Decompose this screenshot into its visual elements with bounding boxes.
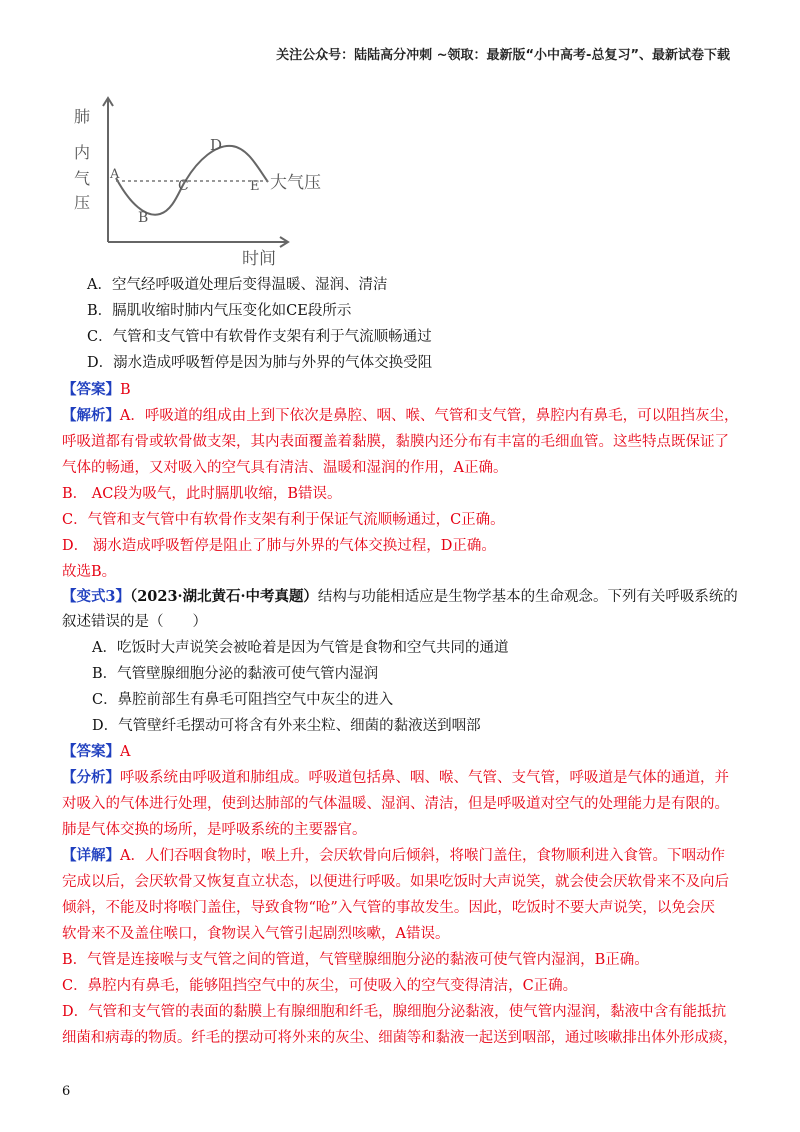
- analysis-2-line-3: 肺是气体交换的场所，是呼吸系统的主要器官。: [62, 822, 367, 838]
- variant-stem-1: 结构与功能相适应是生物学基本的生命观念。下列有关呼吸系统的: [317, 589, 738, 605]
- pressure-curve: [116, 146, 268, 215]
- analysis-tag: 【分析】: [62, 769, 120, 786]
- answer-tag: 【答案】: [62, 381, 120, 398]
- point-b-label: B: [138, 210, 149, 226]
- detail-tag: 【详解】: [62, 847, 120, 864]
- question-option-b: B．膈肌收缩时肺内气压变化如CE段所示: [87, 303, 352, 319]
- answer-2: [62, 742, 130, 762]
- question-option-a: A．空气经呼吸道处理后变得温暖、湿润、清洁: [87, 277, 388, 293]
- detail-line-7: D．气管和支气管的表面的黏膜上有腺细胞和纤毛，腺细胞分泌黏液，使气管内湿润，黏液中含有能抵抗: [62, 1004, 727, 1020]
- variant-option-c: C．鼻腔前部生有鼻毛可阻挡空气中灰尘的进入: [92, 692, 394, 708]
- y-label-4: 压: [74, 193, 91, 212]
- detail-line-5: B．气管是连接喉与支气管之间的管道，气管壁腺细胞分泌的黏液可使气管内湿润，B正确。: [62, 952, 649, 968]
- point-e-label: E: [250, 179, 260, 194]
- analysis-1-line-4: B． AC段为吸气，此时膈肌收缩，B错误。: [62, 486, 342, 502]
- detail-line-8: 细菌和病毒的物质。纤毛的摆动可将外来的灰尘、细菌等和黏液一起送到咽部，通过咳嗽排出体外形成痰，: [62, 1030, 738, 1046]
- question-option-c: C．气管和支气管中有软骨作支架有利于气流顺畅通过: [87, 329, 432, 345]
- point-c-label: C: [178, 178, 189, 194]
- analysis-1-line-2: 呼吸道都有骨或软骨做支架，其内表面覆盖着黏膜，黏膜内还分布有丰富的毛细血管。这些特点既保证了: [62, 434, 729, 450]
- analysis-tag: 【解析】: [62, 407, 120, 424]
- analysis-1-line-7: 故选B。: [62, 564, 117, 580]
- point-d-label: D: [210, 136, 223, 154]
- y-label-3: 气: [74, 169, 91, 188]
- page-number: 6: [62, 1084, 71, 1099]
- analysis-1-line-3: 气体的畅通，又对吸入的空气具有清洁、温暖和湿润的作用，A正确。: [62, 460, 508, 476]
- variant-option-d: D．气管壁纤毛摆动可将含有外来尘粒、细菌的黏液送到咽部: [92, 718, 481, 734]
- answer-value: A: [120, 744, 131, 760]
- variant-option-a: A．吃饭时大声说笑会被呛着是因为气管是食物和空气共同的通道: [92, 640, 509, 656]
- question-option-d: D．溺水造成呼吸暂停是因为肺与外界的气体交换受阻: [87, 355, 433, 371]
- answer-tag: 【答案】: [62, 743, 120, 760]
- analysis-1-line-6: D． 溺水造成呼吸暂停是阻止了肺与外界的气体交换过程，D正确。: [62, 538, 496, 554]
- y-label-2: 内: [74, 143, 91, 162]
- variant-tag: 【变式3】: [62, 588, 130, 605]
- detail-line-6: C．鼻腔内有鼻毛，能够阻挡空气中的灰尘，可使吸入的空气变得清洁，C正确。: [62, 978, 578, 994]
- analysis-1-line-1: 【解析】A．呼吸道的组成由上到下依次是鼻腔、咽、喉、气管和支气管，鼻腔内有鼻毛，可以阻挡灰尘，: [62, 407, 739, 424]
- detail-line-4: 软骨来不及盖住喉口，食物误入气管引起剧烈咳嗽，A错误。: [62, 926, 450, 942]
- detail-line-3: 倾斜，不能及时将喉门盖住，导致食物“呛”入气管的事故发生。因此，吃饭时不要大声说笑，以免会厌: [62, 900, 715, 916]
- analysis-1-line-5: C．气管和支气管中有软骨作支架有利于保证气流顺畅通过，C正确。: [62, 512, 505, 528]
- atmospheric-label: 大气压: [270, 173, 321, 193]
- variant-option-b: B．气管壁腺细胞分泌的黏液可使气管内湿润: [92, 666, 379, 682]
- variant-source: （2023·湖北黄石·中考真题）: [129, 588, 318, 605]
- detail-line-2: 完成以后，会厌软骨又恢复直立状态，以便进行呼吸。如果吃饭时大声说笑，就会使会厌软骨来不及向后: [62, 874, 729, 890]
- answer-value: B: [120, 382, 131, 398]
- analysis-2-line-1: 【分析】呼吸系统由呼吸道和肺组成。呼吸道包括鼻、咽、喉、气管、支气管，呼吸道是气体的通道，并: [62, 769, 729, 786]
- point-a-label: A: [110, 167, 120, 182]
- y-label-1: 肺: [74, 107, 91, 126]
- analysis-2-line-2: 对吸入的气体进行处理，使到达肺部的气体温暖、湿润、清洁，但是呼吸道对空气的处理能力是有限的。: [62, 796, 729, 812]
- x-axis-label: 时间: [242, 249, 276, 267]
- answer-1: [62, 380, 131, 400]
- page-header: 关注公众号：陆陆高分冲刺 ~领取：最新版“小中高考-总复习”、最新试卷下载: [276, 48, 730, 63]
- lung-pressure-graph: [70, 92, 350, 267]
- detail-line-1: 【详解】A．人们吞咽食物时，喉上升，会厌软骨向后倾斜，将喉门盖住，食物顺利进入食管。下咽动作: [62, 847, 725, 864]
- variant-stem-2: 叙述错误的是（ ）: [62, 614, 207, 630]
- variant-3-stem: [62, 587, 738, 607]
